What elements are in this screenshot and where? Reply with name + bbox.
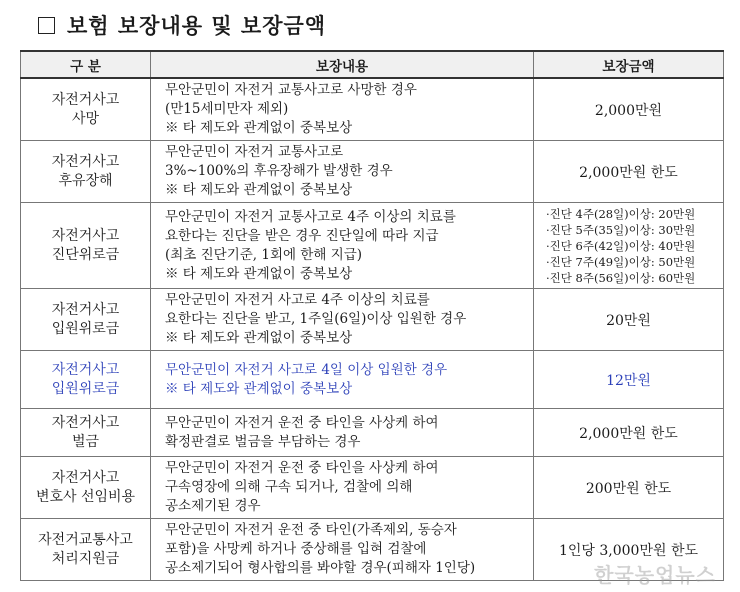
header-content: 보장내용 xyxy=(151,51,534,78)
row-category: 자전거사고 사망 xyxy=(21,78,151,141)
row-amount: 1인당 3,000만원 한도 xyxy=(534,519,724,581)
header-amount: 보장금액 xyxy=(534,51,724,78)
row-amount: 20만원 xyxy=(534,289,724,351)
row-content: 무안군민이 자전거 운전 중 타인(가족제외, 동승자 포함)을 사망케 하거나 중상해를 입혀 검찰에 공소제기되어 형사합의를 봐야할 경우(피해자 1인당) xyxy=(151,519,534,581)
coverage-table xyxy=(20,50,724,581)
table-row-highlighted xyxy=(21,351,724,409)
row-content: 무안군민이 자전거 운전 중 타인을 사상케 하여 구속영장에 의해 구속 되거나, 검찰에 의해 공소제기된 경우 xyxy=(151,457,534,519)
row-content: 무안군민이 자전거 교통사고로 사망한 경우 (만15세미만자 제외) ※ 타 제도와 관계없이 중복보상 xyxy=(151,78,534,141)
row-category: 자전거사고 벌금 xyxy=(21,409,151,457)
table-row xyxy=(21,409,724,457)
watermark: 한국농업뉴스 xyxy=(594,563,716,587)
document-title xyxy=(38,11,326,39)
row-category: 자전거사고 진단위로금 xyxy=(21,203,151,289)
title-text: 보험 보장내용 및 보장금액 xyxy=(67,13,327,38)
checkbox-square-icon xyxy=(38,17,55,34)
row-category: 자전거사고 후유장해 xyxy=(21,141,151,203)
row-content: 무안군민이 자전거 사고로 4주 이상의 치료를 요한다는 진단을 받고, 1주일(6일)이상 입원한 경우 ※ 타 제도와 관계없이 중복보상 xyxy=(151,289,534,351)
table-row xyxy=(21,289,724,351)
row-content: 무안군민이 자전거 사고로 4일 이상 입원한 경우 ※ 타 제도와 관계없이 중복보상 xyxy=(151,351,534,409)
row-category: 자전거사고 입원위로금 xyxy=(21,289,151,351)
table-header-row xyxy=(21,51,724,78)
row-content: 무안군민이 자전거 운전 중 타인을 사상케 하여 확정판결로 벌금을 부담하는 경우 xyxy=(151,409,534,457)
header-category: 구 분 xyxy=(21,51,151,78)
row-amount: 200만원 한도 xyxy=(534,457,724,519)
row-amount-list: ·진단 4주(28일)이상: 20만원 ·진단 5주(35일)이상: 30만원 ·진단 6주(42일)이상: 40만원 ·진단 7주(49일)이상: 50만원 ·진단 8주(56일)이상: 60만원 xyxy=(534,203,724,289)
row-amount: 2,000만원 xyxy=(534,78,724,141)
row-content: 무안군민이 자전거 교통사고로 4주 이상의 치료를 요한다는 진단을 받은 경우 진단일에 따라 지급 (최초 진단기준, 1회에 한해 지급) ※ 타 제도와 관계없이 중복보상 xyxy=(151,203,534,289)
row-category: 자전거사고 입원위로금 xyxy=(21,351,151,409)
table-row xyxy=(21,78,724,141)
table-row xyxy=(21,141,724,203)
row-amount: 2,000만원 한도 xyxy=(534,409,724,457)
row-content: 무안군민이 자전거 교통사고로 3%~100%의 후유장해가 발생한 경우 ※ 타 제도와 관계없이 중복보상 xyxy=(151,141,534,203)
row-category: 자전거교통사고 처리지원금 xyxy=(21,519,151,581)
table-row xyxy=(21,457,724,519)
row-category: 자전거사고 변호사 선임비용 xyxy=(21,457,151,519)
row-amount: 12만원 xyxy=(534,351,724,409)
table-row xyxy=(21,203,724,289)
row-amount: 2,000만원 한도 xyxy=(534,141,724,203)
